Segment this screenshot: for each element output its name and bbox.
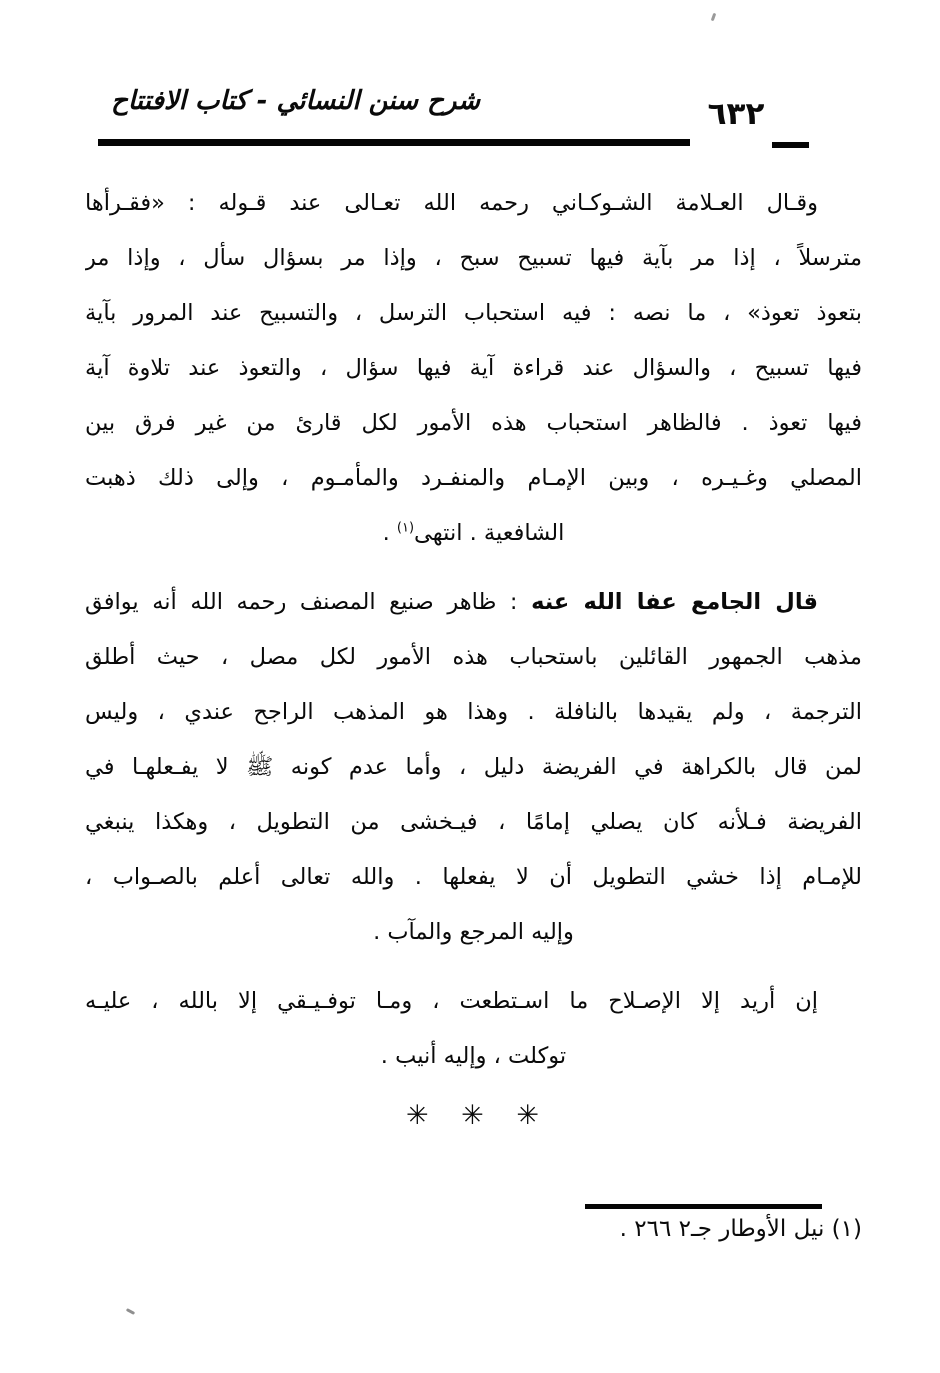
text-line-last: توكلت ، وإليه أنيب . [380,1043,567,1069]
running-title: شرح سنن النسائي - كتاب الافتتاح [111,86,480,116]
text-line: بتعوذ تعوذ» ، ما نصه : فيه استحباب الترسل ، والتسبيح عند المرور بآية [85,300,862,326]
text-line [85,575,862,630]
footnote-separator [585,1204,822,1209]
header-rule [98,139,690,146]
text-line: مترسلاً ، إذا مر بآية فيها تسبيح سبح ، وإذا مر بسؤال سأل ، وإذا مر [85,245,862,271]
text-line: المصلي وغـيـره ، وبين الإمـام والمنفـرد والمأمـوم ، وإلى ذلك ذهبت [85,465,862,491]
scan-speck-top [711,13,717,22]
text-line-last [85,506,862,561]
text-line: مذهب الجمهور القائلين باستحباب هذه الأمور لكل مصل ، حيث أطلق [85,644,862,670]
text-line: لمن قال بالكراهة في الفريضة دليل ، وأما عدم كونه ﷺ لا يفـعلهـا في [85,754,862,780]
section-divider-ornament: ✳ ✳ ✳ [405,1100,542,1131]
last-line-text: الشافعية . انتهى [414,520,565,546]
author-lead-rest: : ظاهر صنيع المصنف رحمه الله أنه يوافق [85,589,532,615]
body-text [85,176,862,1138]
text-line: الفريضة فـلأنه كان يصلي إمامًا ، فيـخشى من التطويل ، وهكذا ينبغي [85,809,862,835]
text-line-last: وإليه المرجع والمآب . [373,919,574,945]
text-line: وقـال العـلامة الشـوكـاني رحمه الله تعـالى عند قـوله : «فقـرأها [85,190,818,216]
footnote-text: (١) نيل الأوطار جـ٢ ٢٦٦ . [619,1216,862,1242]
text-line: إن أريد إلا الإصـلاح ما اسـتطعت ، ومـا توفـيـقي إلا بالله ، عليـه [85,988,818,1014]
paragraph-closing-dua [85,974,862,1084]
last-line-period: . [382,520,397,546]
paragraph-author-comment [85,575,862,960]
text-line: للإمـام إذا خشي التطويل أن لا يفعلها . والله تعالى أعلم بالصـواب ، [85,864,862,890]
footnote-marker: (١) [396,520,415,536]
text-line: الترجمة ، ولم يقيدها بالنافلة . وهذا هو المذهب الراجح عندي ، وليس [85,699,862,725]
page-number: ٦٣٢ [707,96,765,132]
text-line: فيها تسبيح ، والسؤال عند قراءة آية فيها سؤال ، والتعوذ عند تلاوة آية [85,355,862,381]
text-line: فيها تعوذ . فالظاهر استحباب هذه الأمور لكل قارئ من غير فرق بين [85,410,862,436]
author-lead-bold: قال الجامع عفا الله عنه [531,589,819,615]
scan-speck-bottom [126,1308,135,1315]
paragraph-shawkani-quote [85,176,862,561]
header-dash [772,142,809,148]
